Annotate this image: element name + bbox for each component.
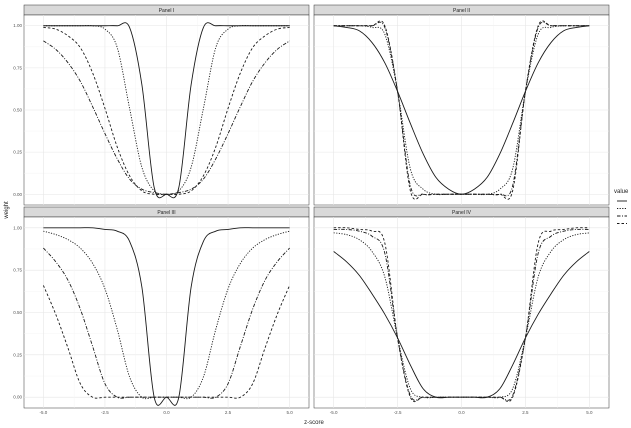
x-tick-label: 0.0 [163,410,170,415]
y-tick-label: 0.50 [13,310,22,315]
y-tick-label: 0.00 [13,191,22,197]
panel-1 [13,5,309,205]
x-tick-label: 2.5 [224,410,232,415]
x-axis-title: z-score [304,420,324,426]
y-tick-label: 0.25 [13,149,22,155]
legend [614,189,629,224]
panels-group [13,5,609,415]
y-tick-label: 0.50 [13,107,22,113]
y-tick-label: 1.00 [13,23,22,29]
y-tick-label: 0.00 [13,394,22,400]
x-tick-label: -5.0 [329,410,338,415]
panel-strip-label: Panel II [453,8,470,14]
panel-2 [314,5,609,205]
y-tick-label: 1.00 [13,225,22,231]
y-tick-label: 0.25 [13,352,22,358]
panel-strip-label: Panel IV [452,210,471,216]
x-tick-label: 5.0 [286,410,293,415]
y-tick-label: 0.75 [13,267,22,273]
y-axis-title: weight [4,201,10,219]
x-tick-label: 0.0 [458,410,465,415]
x-tick-label: 5.0 [586,410,593,415]
x-tick-label: 2.5 [522,410,529,415]
panel-strip-label: Panel III [157,210,176,216]
panel-4 [314,207,609,415]
panel-strip-label: Panel I [158,8,175,14]
x-tick-label: -5.0 [39,410,48,415]
legend-title: value [614,189,629,195]
x-tick-label: -2.5 [101,410,109,415]
panel-3 [13,207,309,415]
y-tick-label: 0.75 [13,65,22,71]
x-tick-label: -2.5 [393,410,402,415]
